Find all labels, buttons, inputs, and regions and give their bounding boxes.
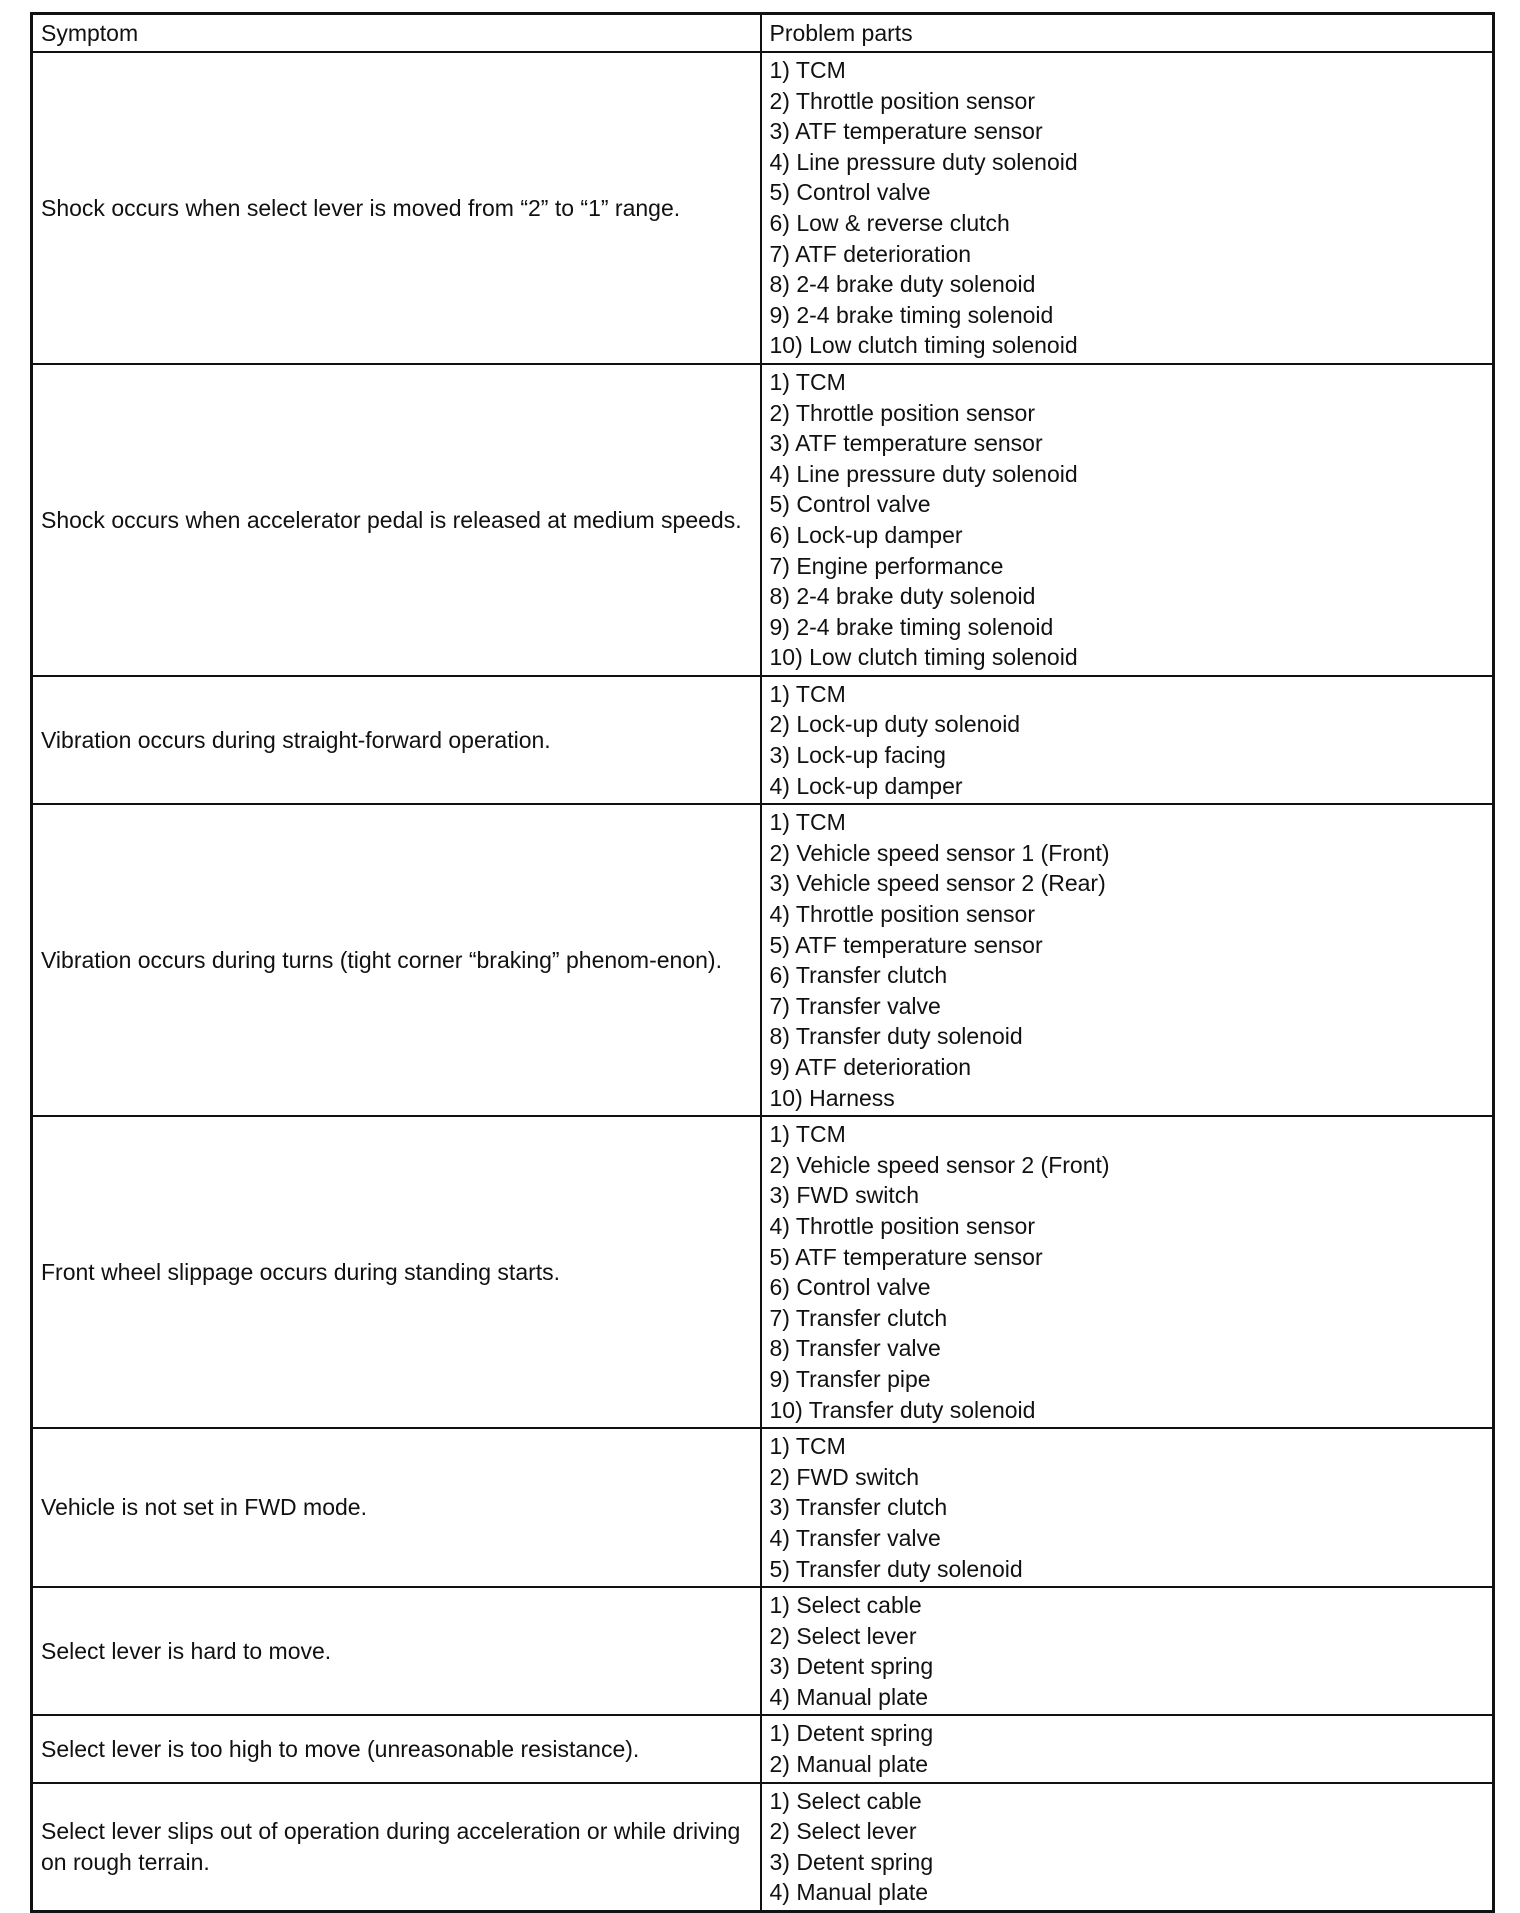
- problem-part-item: 2) Throttle position sensor: [769, 399, 1035, 426]
- problem-part-item: 3) ATF temperature sensor: [769, 118, 1043, 145]
- problem-part-item: 8) Transfer duty solenoid: [769, 1023, 1023, 1050]
- problem-part-item: 4) Throttle position sensor: [769, 1212, 1035, 1239]
- problem-part-item: 3) ATF temperature sensor: [769, 430, 1043, 457]
- problem-parts-cell: [761, 364, 1494, 676]
- problem-part-item: 3) Detent spring: [769, 1848, 934, 1875]
- table-row: [32, 1428, 1494, 1587]
- symptom-cell: Vehicle is not set in FWD mode.: [32, 1428, 761, 1587]
- table-body: [32, 52, 1494, 1912]
- problem-part-item: 3) Transfer clutch: [769, 1494, 948, 1521]
- symptom-cell: Select lever is too high to move (unreasonable resistance).: [32, 1715, 761, 1782]
- header-row: [32, 14, 1494, 53]
- problem-part-item: 3) Detent spring: [769, 1653, 934, 1680]
- problem-part-item: 1) Select cable: [769, 1592, 922, 1619]
- table-row: [32, 364, 1494, 676]
- problem-part-item: 8) 2-4 brake duty solenoid: [769, 583, 1036, 610]
- problem-part-item: 4) Throttle position sensor: [769, 901, 1035, 928]
- problem-part-item: 4) Manual plate: [769, 1683, 929, 1710]
- problem-part-item: 6) Low & reverse clutch: [769, 209, 1010, 236]
- problem-part-item: 5) Transfer duty solenoid: [769, 1555, 1023, 1582]
- problem-parts-cell: [761, 52, 1494, 364]
- problem-part-item: 9) ATF deterioration: [769, 1054, 972, 1080]
- problem-part-item: 1) TCM: [769, 1121, 846, 1148]
- problem-part-item: 4) Transfer valve: [769, 1524, 941, 1551]
- problem-part-item: 9) 2-4 brake timing solenoid: [769, 613, 1054, 640]
- problem-part-item: 8) Transfer valve: [769, 1335, 941, 1362]
- column-header-symptom: Symptom: [32, 14, 761, 53]
- problem-part-item: 9) 2-4 brake timing solenoid: [769, 301, 1054, 328]
- symptom-problem-parts-table: [30, 12, 1495, 1913]
- table-row: [32, 1783, 1494, 1912]
- problem-part-item: 4) Lock-up damper: [769, 772, 963, 799]
- problem-part-item: 1) TCM: [769, 1433, 846, 1460]
- problem-part-item: 2) Select lever: [769, 1622, 917, 1649]
- problem-part-item: 2) FWD switch: [769, 1463, 919, 1490]
- problem-part-item: 3) Lock-up facing: [769, 742, 946, 769]
- problem-part-item: 5) ATF temperature sensor: [769, 1243, 1043, 1270]
- problem-parts-cell: [761, 676, 1494, 804]
- problem-parts-cell: [761, 1587, 1494, 1715]
- problem-part-item: 1) TCM: [769, 57, 846, 83]
- problem-part-item: 10) Harness: [769, 1084, 895, 1111]
- symptom-cell: Select lever is hard to move.: [32, 1587, 761, 1715]
- symptom-cell: Shock occurs when accelerator pedal is released at medium speeds.: [32, 364, 761, 676]
- problem-part-item: 10) Transfer duty solenoid: [769, 1396, 1036, 1423]
- symptom-cell: Select lever slips out of operation during acceleration or while driving on rough terrain.: [32, 1783, 761, 1912]
- column-header-problem-parts: Problem parts: [761, 14, 1494, 53]
- problem-part-item: 5) Control valve: [769, 491, 931, 518]
- symptom-cell: Front wheel slippage occurs during standing starts.: [32, 1116, 761, 1428]
- problem-parts-cell: [761, 1715, 1494, 1782]
- problem-part-item: 3) FWD switch: [769, 1182, 919, 1209]
- problem-part-item: 2) Vehicle speed sensor 1 (Front): [769, 839, 1110, 866]
- problem-part-item: 9) Transfer pipe: [769, 1365, 931, 1392]
- problem-part-item: 2) Manual plate: [769, 1751, 929, 1778]
- problem-part-item: 6) Transfer clutch: [769, 962, 948, 989]
- problem-part-item: 7) Transfer valve: [769, 992, 941, 1019]
- problem-part-item: 6) Lock-up damper: [769, 521, 963, 548]
- problem-parts-cell: [761, 1116, 1494, 1428]
- problem-parts-cell: [761, 804, 1494, 1116]
- problem-part-item: 10) Low clutch timing solenoid: [769, 644, 1078, 671]
- table-row: [32, 804, 1494, 1116]
- problem-part-item: 2) Select lever: [769, 1818, 917, 1845]
- table-row: [32, 676, 1494, 804]
- problem-part-item: 1) TCM: [769, 368, 846, 395]
- table-row: [32, 1116, 1494, 1428]
- problem-part-item: 3) Vehicle speed sensor 2 (Rear): [769, 870, 1106, 897]
- problem-part-item: 1) TCM: [769, 809, 846, 836]
- table-row: [32, 1587, 1494, 1715]
- problem-part-item: 8) 2-4 brake duty solenoid: [769, 271, 1036, 298]
- symptom-cell: Shock occurs when select lever is moved from “2” to “1” range.: [32, 52, 761, 364]
- problem-parts-cell: [761, 1783, 1494, 1912]
- table-row: [32, 1715, 1494, 1782]
- symptom-cell: Vibration occurs during turns (tight corner “braking” phenom-enon).: [32, 804, 761, 1116]
- problem-part-item: 6) Control valve: [769, 1274, 931, 1301]
- table-row: [32, 52, 1494, 364]
- problem-part-item: 4) Manual plate: [769, 1879, 929, 1906]
- problem-part-item: 7) ATF deterioration: [769, 240, 972, 267]
- problem-part-item: 1) Select cable: [769, 1787, 922, 1814]
- problem-part-item: 10) Low clutch timing solenoid: [769, 332, 1078, 359]
- problem-part-item: 1) Detent spring: [769, 1720, 934, 1747]
- problem-part-item: 7) Engine performance: [769, 552, 1004, 579]
- problem-part-item: 4) Line pressure duty solenoid: [769, 460, 1078, 487]
- problem-part-item: 4) Line pressure duty solenoid: [769, 148, 1078, 175]
- problem-part-item: 2) Throttle position sensor: [769, 87, 1035, 114]
- problem-part-item: 5) Control valve: [769, 179, 931, 206]
- problem-part-item: 5) ATF temperature sensor: [769, 931, 1043, 958]
- problem-part-item: 1) TCM: [769, 680, 846, 707]
- problem-part-item: 2) Vehicle speed sensor 2 (Front): [769, 1151, 1110, 1178]
- problem-part-item: 7) Transfer clutch: [769, 1304, 948, 1331]
- symptom-cell: Vibration occurs during straight-forward operation.: [32, 676, 761, 804]
- problem-part-item: 2) Lock-up duty solenoid: [769, 711, 1021, 738]
- problem-parts-cell: [761, 1428, 1494, 1587]
